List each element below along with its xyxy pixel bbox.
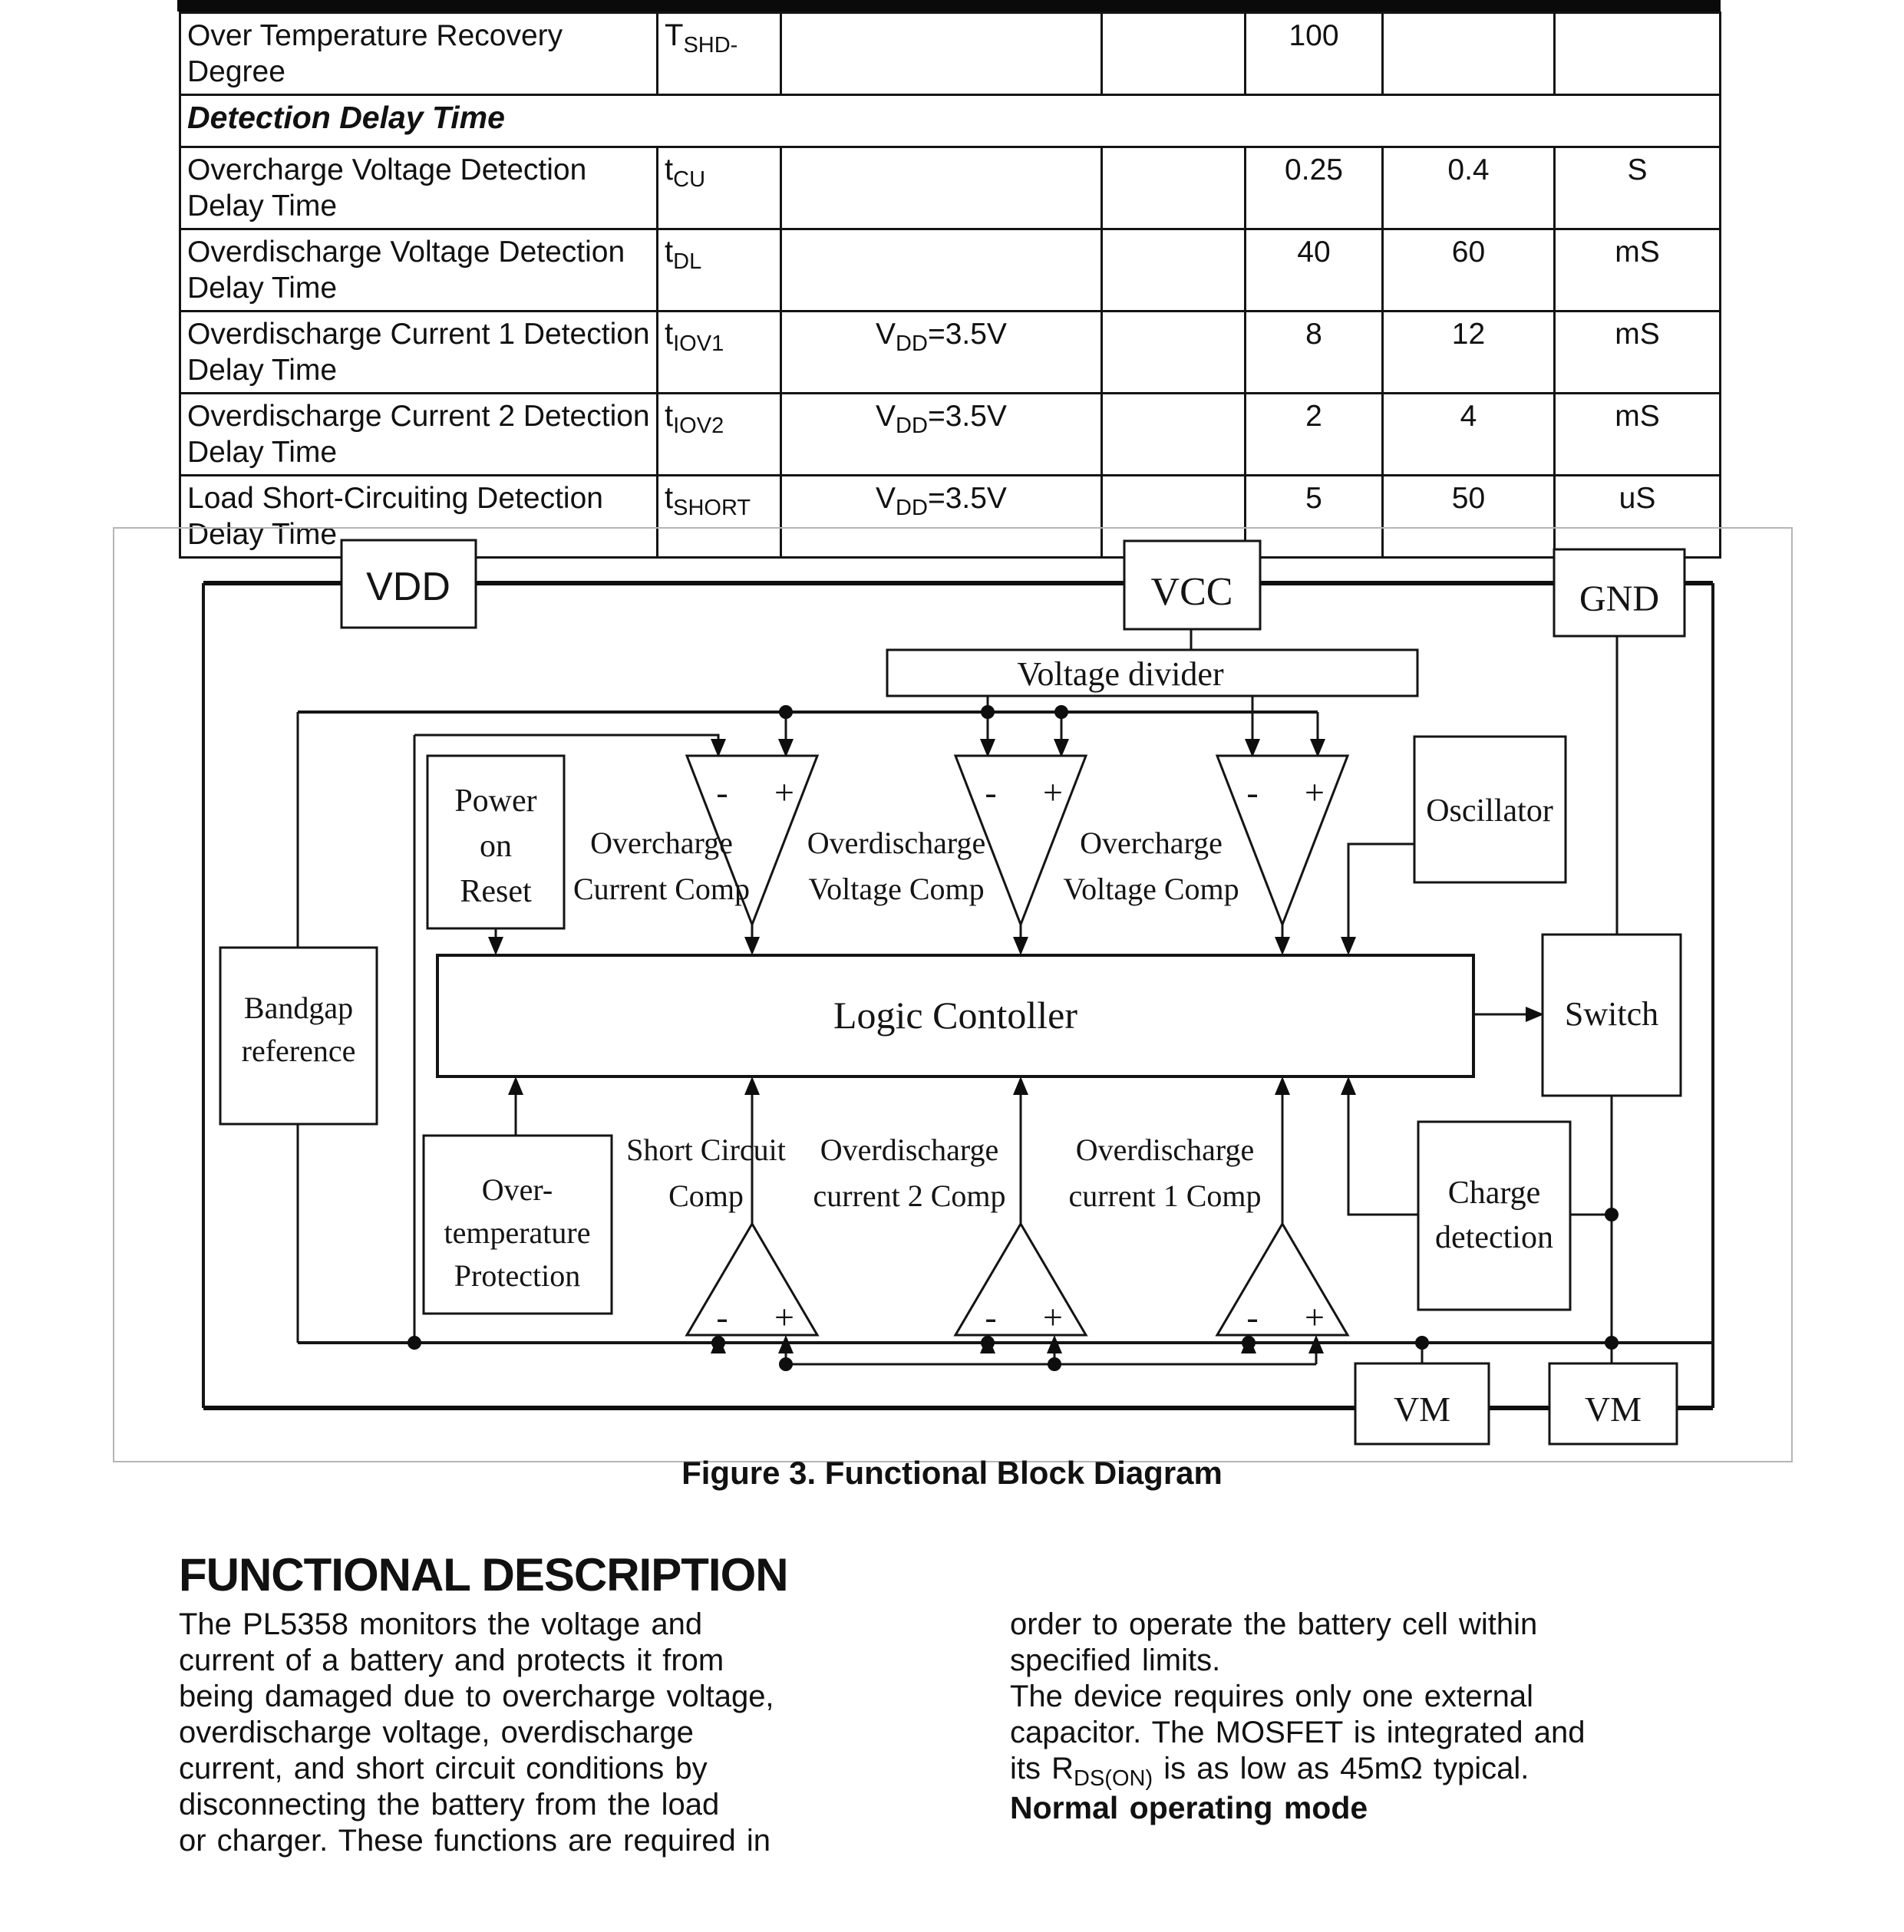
- plus-sign: +: [1043, 1297, 1063, 1337]
- bandgap-label: Bandgap: [243, 991, 354, 1025]
- max-cell: [1383, 13, 1555, 95]
- comp-bottom-3-label: current 1 Comp: [1068, 1179, 1262, 1213]
- condition-sub: DD: [896, 331, 928, 356]
- text-line: current, and short circuit conditions by: [179, 1752, 708, 1785]
- symbol-cell: [658, 312, 781, 394]
- charge-detection-label: Charge: [1447, 1175, 1541, 1211]
- condition-main: V: [876, 318, 896, 351]
- symbol-sub: CU: [673, 167, 706, 192]
- typ-cell: 40: [1246, 229, 1383, 312]
- symbol-main: t: [665, 317, 674, 351]
- comp-top-3-label: Overcharge: [1080, 826, 1223, 860]
- vm-pin-label: VM: [1584, 1390, 1642, 1429]
- text-line: or charger. These functions are required in: [179, 1824, 771, 1858]
- param-cell: Overdischarge Current 1 Detection Delay Time: [180, 312, 658, 394]
- comp-top-2-label: Overdischarge: [807, 826, 986, 860]
- comp-top-3-label: Voltage Comp: [1063, 872, 1239, 906]
- minus-sign: -: [1246, 1297, 1259, 1337]
- plus-sign: +: [1043, 773, 1063, 812]
- condition-cell: [781, 394, 1102, 476]
- charge-detection-label: detection: [1435, 1220, 1553, 1255]
- table-row: [180, 13, 1721, 95]
- symbol-main: t: [665, 481, 674, 515]
- symbol-sub: IOV1: [673, 331, 724, 356]
- gnd-pin-label: GND: [1579, 579, 1659, 619]
- text-line: current of a battery and protects it from: [179, 1644, 724, 1677]
- section-heading: FUNCTIONAL DESCRIPTION: [179, 1549, 788, 1601]
- min-cell: [1102, 147, 1246, 229]
- condition-rest: =3.5V: [927, 318, 1007, 351]
- condition-main: V: [876, 400, 896, 433]
- condition-rest: =3.5V: [927, 400, 1007, 433]
- plus-sign: +: [774, 1297, 794, 1337]
- unit-cell: mS: [1555, 229, 1721, 312]
- voltage-divider-label: Voltage divider: [1017, 655, 1224, 693]
- symbol-main: t: [665, 153, 674, 186]
- unit-cell: mS: [1555, 312, 1721, 394]
- short-circuit-comparator: [687, 1224, 817, 1335]
- symbol-sub: DL: [673, 249, 702, 274]
- switch-label: Switch: [1564, 995, 1659, 1033]
- otp-label: Protection: [454, 1258, 581, 1293]
- table-row: [180, 229, 1721, 312]
- rds-post: is as low as 45mΩ typical.: [1153, 1752, 1529, 1785]
- typ-cell: 100: [1246, 13, 1383, 95]
- condition-cell: [781, 312, 1102, 394]
- unit-cell: S: [1555, 147, 1721, 229]
- text-line: capacitor. The MOSFET is integrated and: [1010, 1716, 1586, 1749]
- rds-sub: DS(ON): [1074, 1766, 1153, 1791]
- vcc-pin-label: VCC: [1150, 570, 1233, 614]
- max-cell: 12: [1383, 312, 1555, 394]
- max-cell: 0.4: [1383, 147, 1555, 229]
- param-cell: Overcharge Voltage Detection Delay Time: [180, 147, 658, 229]
- overdischarge-current2-comparator: [955, 1224, 1086, 1335]
- text-line: order to operate the battery cell within: [1010, 1607, 1538, 1641]
- text-line: specified limits.: [1010, 1644, 1221, 1677]
- minus-sign: -: [985, 773, 997, 812]
- param-cell: Over Temperature Recovery Degree: [180, 13, 658, 95]
- typ-cell: 5: [1246, 476, 1383, 558]
- minus-sign: -: [716, 1297, 728, 1337]
- max-cell: 4: [1383, 394, 1555, 476]
- vdd-pin-label: VDD: [366, 565, 450, 609]
- vm-pin-label: VM: [1393, 1390, 1451, 1429]
- table-row: [180, 312, 1721, 394]
- condition-main: V: [876, 482, 896, 515]
- power-on-reset-label: Reset: [460, 874, 532, 909]
- symbol-sub: SHD-: [683, 33, 738, 58]
- oscillator-label: Oscillator: [1426, 793, 1553, 829]
- section-header: Detection Delay Time: [180, 95, 1721, 147]
- comp-bottom-1-label: Short Circuit: [626, 1132, 786, 1167]
- minus-sign: -: [716, 773, 728, 812]
- otp-label: Over-: [481, 1172, 553, 1207]
- unit-cell: uS: [1555, 476, 1721, 558]
- symbol-cell: [658, 13, 781, 95]
- text-line: The PL5358 monitors the voltage and: [179, 1607, 703, 1641]
- min-cell: [1102, 229, 1246, 312]
- param-cell: Overdischarge Current 2 Detection Delay Time: [180, 394, 658, 476]
- overdischarge-current1-comparator: [1217, 1224, 1348, 1335]
- comp-bottom-1-label: Comp: [668, 1179, 744, 1213]
- symbol-main: t: [665, 235, 674, 269]
- functional-block-diagram: [0, 476, 1904, 1496]
- logic-controller-label: Logic Contoller: [833, 994, 1077, 1037]
- param-cell: Load Short-Circuiting Detection Delay Time: [180, 476, 658, 558]
- rds-pre: its R: [1010, 1752, 1074, 1785]
- power-on-reset-label: on: [480, 829, 512, 864]
- min-cell: [1102, 13, 1246, 95]
- condition-cell: [781, 147, 1102, 229]
- symbol-cell: [658, 147, 781, 229]
- max-cell: 50: [1383, 476, 1555, 558]
- unit-cell: [1555, 13, 1721, 95]
- min-cell: [1102, 394, 1246, 476]
- symbol-sub: SHORT: [673, 496, 751, 520]
- subsection-heading: Normal operating mode: [1010, 1790, 1368, 1825]
- condition-sub: DD: [896, 414, 928, 438]
- text-line: being damaged due to overcharge voltage,: [179, 1680, 774, 1713]
- comp-top-1-label: Current Comp: [573, 872, 750, 906]
- typ-cell: 2: [1246, 394, 1383, 476]
- condition-cell: [781, 229, 1102, 312]
- param-cell: Overdischarge Voltage Detection Delay Time: [180, 229, 658, 312]
- table-section-row: [180, 95, 1721, 147]
- symbol-main: T: [665, 18, 684, 52]
- comp-bottom-2-label: Overdischarge: [820, 1132, 999, 1167]
- symbol-main: t: [665, 399, 674, 433]
- plus-sign: +: [1305, 773, 1325, 812]
- typ-cell: 0.25: [1246, 147, 1383, 229]
- text-line: The device requires only one external: [1010, 1680, 1534, 1713]
- text-line: [1010, 1751, 1900, 1790]
- min-cell: [1102, 312, 1246, 394]
- power-on-reset-label: Power: [454, 783, 537, 819]
- condition-rest: =3.5V: [927, 482, 1007, 515]
- symbol-cell: [658, 229, 781, 312]
- description-right-column: [1010, 1607, 1900, 1826]
- plus-sign: +: [774, 773, 794, 812]
- table-row: [180, 147, 1721, 229]
- figure-caption: Figure 3. Functional Block Diagram: [681, 1455, 1223, 1491]
- minus-sign: -: [985, 1297, 997, 1337]
- comp-bottom-3-label: Overdischarge: [1075, 1132, 1255, 1167]
- bandgap-label: reference: [241, 1034, 356, 1068]
- otp-label: temperature: [444, 1215, 591, 1250]
- comp-top-1-label: Overcharge: [590, 826, 733, 860]
- symbol-sub: IOV2: [673, 414, 724, 438]
- description-left-column: [179, 1607, 1084, 1859]
- unit-cell: mS: [1555, 394, 1721, 476]
- charge-detection-box: [1418, 1122, 1570, 1310]
- condition-sub: DD: [896, 496, 928, 520]
- symbol-cell: [658, 394, 781, 476]
- minus-sign: -: [1246, 773, 1259, 812]
- table-row: [180, 394, 1721, 476]
- table-top-border: [177, 0, 1721, 12]
- typ-cell: 8: [1246, 312, 1383, 394]
- comp-top-2-label: Voltage Comp: [808, 872, 985, 906]
- text-line: disconnecting the battery from the load: [179, 1788, 720, 1822]
- comp-bottom-2-label: current 2 Comp: [813, 1179, 1006, 1213]
- condition-cell: [781, 13, 1102, 95]
- plus-sign: +: [1305, 1297, 1325, 1337]
- text-line: overdischarge voltage, overdischarge: [179, 1716, 694, 1749]
- max-cell: 60: [1383, 229, 1555, 312]
